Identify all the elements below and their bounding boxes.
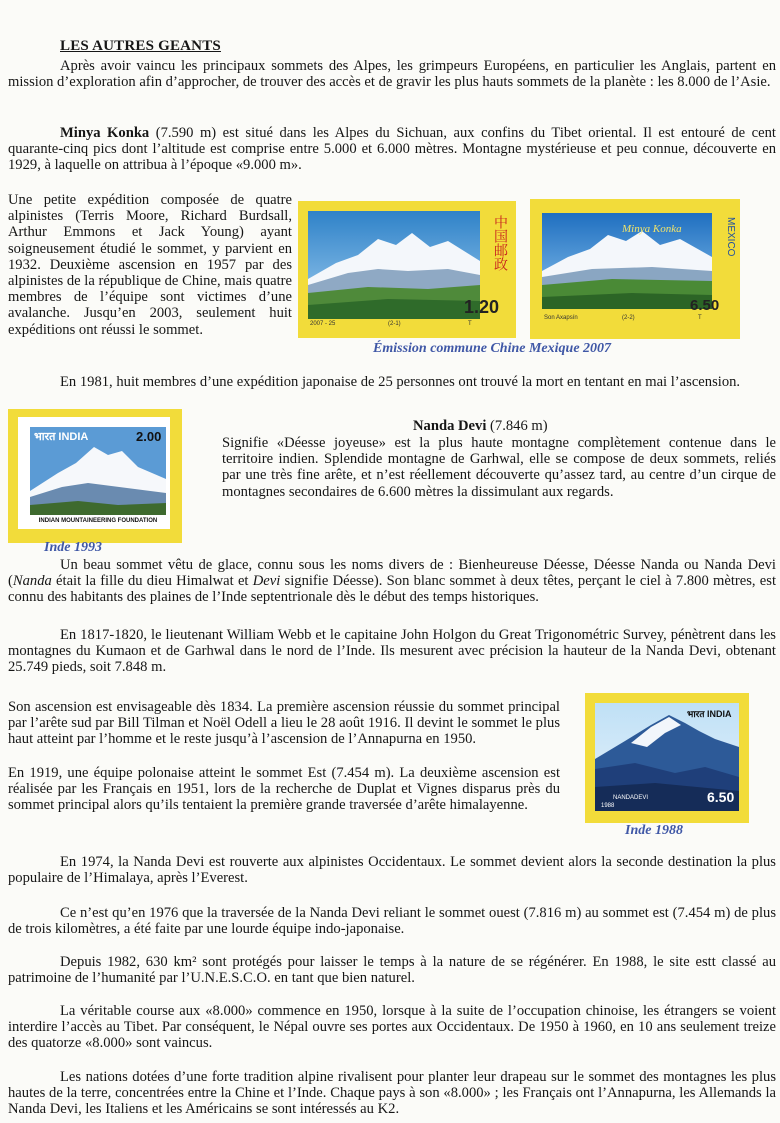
stamp-china-bottom-1: 2007 - 25 bbox=[310, 321, 336, 327]
caption-inde-1988: Inde 1988 bbox=[625, 823, 683, 838]
nanda-devi-name: Nanda Devi bbox=[413, 418, 487, 434]
intro-paragraph: Après avoir vaincu les principaux sommets des Alpes, les grimpeurs Européens, en particulier les Anglais, partent en mission d’exploration afin d’approcher, de trouver des accès et de gravir les plus hauts sommets de la planète : les 8.000 de l’Asie. bbox=[8, 58, 776, 91]
nanda-p2-part-c: signifie Déesse). Son blanc sommet à deux têtes, perçant le ciel à 7.800 mètres, est connu des habitants des plaines de l’Inde septentrionale dès le début des temps historiques. bbox=[8, 573, 776, 606]
race-paragraph-1: La véritable course aux «8.000» commence en 1950, lorsque à la suite de l’occupation chinoise, les étrangers se voient interdire l’accès au Tibet. Par conséquent, le Népal ouvre ses portes aux Occidentaux. De 1950 à 1960, en 10 ans seulement treize des quatorze «8.000» sont vaincus. bbox=[8, 1003, 776, 1052]
stamp-mexico-2007 bbox=[530, 199, 740, 339]
stamp-mexico-value: 6.50 bbox=[690, 297, 720, 314]
stamp-india-1993-frame bbox=[18, 417, 170, 529]
nanda-p2-part-b: était la fille du dieu Himalwat et bbox=[51, 573, 253, 590]
stamp-india-1993 bbox=[8, 409, 182, 543]
minya-konka-text: (7.590 m) est situé dans les Alpes du Sichuan, aux confins du Tibet oriental. Il est entouré de cent quarante-cinq pics dont l’altitude est comprise entre 5.000 et 6.000 mètres. Montagne mystérieuse et peu connue, découverte en 1929, à laquelle on attribua à l’époque «9.000 m». bbox=[8, 125, 776, 174]
nanda-devi-paragraph-5: En 1919, une équipe polonaise atteint le sommet Est (7.454 m). La deuxième ascension est réalisée par les Français en 1951, lors de la recherche de Duplat et Vignes disparus près du sommet principal alors qu’ils tentaient la première grande traversée d’arête himalayenne. bbox=[8, 765, 560, 814]
nanda-devi-paragraph-1: Signifie «Déesse joyeuse» est la plus haute montagne complètement contenue dans le territoire indien. Splendide montagne de Garhwal, elle se compose de deux sommets, reliés par une très fine arête, et n’est réellement découverte qu’assez tard, au centre d’un cirque de montagnes secondaires de 6.600 mètres la dissimulant aux regards. bbox=[222, 435, 776, 500]
japanese-expedition-paragraph: En 1981, huit membres d’une expédition japonaise de 25 personnes ont trouvé la mort en tentant en mai l’ascension. bbox=[60, 374, 741, 390]
stamp-china-country: 中国邮政 bbox=[493, 215, 509, 271]
stamp-china-2007 bbox=[298, 201, 516, 338]
stamp-china-value: 1.20 bbox=[464, 297, 500, 317]
stamp-china-bottom-3: T bbox=[468, 321, 472, 327]
stamp-india-1993-country: भारत INDIA bbox=[34, 431, 89, 443]
stamp-india-1988-picture bbox=[595, 703, 739, 811]
caption-inde-1993: Inde 1993 bbox=[44, 540, 102, 555]
stamp-mexico-bottom-3: T bbox=[698, 315, 702, 321]
stamp-mexico-bottom-1: Son Axapsín bbox=[544, 315, 578, 321]
nanda-devi-paragraph-2 bbox=[8, 557, 776, 606]
stamp-india-1993-label: INDIAN MOUNTAINEERING FOUNDATION bbox=[38, 518, 158, 524]
nanda-devi-paragraph-7: Ce n’est qu’en 1976 que la traversée de la Nanda Devi reliant le sommet ouest (7.816 m) au sommet est (7.454 m) de plus de trois kilomètres, a été faite par une lourde équipe indo-japonaise. bbox=[8, 905, 776, 938]
stamp-china-bottom-2: (2-1) bbox=[388, 321, 401, 327]
nanda-p2-part-a: Un beau sommet vêtu de glace, connu sous les noms divers de : Bienheureuse Déesse, Déesse Nanda ou Nanda Devi ( bbox=[8, 557, 776, 590]
caption-chine-mexique: Émission commune Chine Mexique 2007 bbox=[373, 341, 612, 356]
stamp-india-1988-value: 6.50 bbox=[707, 789, 735, 805]
nanda-p2-devi: Devi bbox=[252, 573, 281, 590]
stamp-mexico-country: MEXICO bbox=[725, 217, 736, 257]
stamp-china-picture bbox=[308, 211, 480, 319]
stamp-mexico-label: Minya Konka bbox=[622, 223, 682, 235]
stamp-india-1988-year: 1988 bbox=[601, 803, 615, 809]
minya-konka-name: Minya Konka bbox=[60, 125, 150, 141]
stamp-india-1993-value: 2.00 bbox=[136, 429, 162, 444]
nanda-devi-paragraph-4: Son ascension est envisageable dès 1834. La première ascension réussie du sommet principal par l’arête sud par Bill Tilman et Noël Odell a lieu le 28 août 1916. Il devint le sommet le plus haut atteint par l’homme et le reste jusqu’à l’ascension de l’Annapurna en 1950. bbox=[8, 699, 560, 748]
race-paragraph-2: Les nations dotées d’une forte tradition alpine rivalisent pour planter leur drapeau sur le sommet des montagnes les plus hautes de la terre, concentrées entre la Chine et l’Inde. Chaque pays à son «8.000» ; les Français ont l’Annapurna, les Allemands la Nanda Devi, les Italiens et les Américains se sont intéressés au K2. bbox=[8, 1069, 776, 1118]
minya-expedition-paragraph: Une petite expédition composée de quatre alpinistes (Terris Moore, Richard Burdsall, Arthur Emmons et Jack Young) ayant soigneusement étudié le sommet, y parvient en 1932. Deuxième ascension en 1957 par des alpinistes de la république de Chine, mais quatre membres de l’équipe sont victimes d’une avalanche. Jusqu’en 2003, seulement huit expéditions ont réussi le sommet. bbox=[8, 192, 292, 338]
nanda-devi-heading bbox=[413, 418, 548, 434]
nanda-devi-paragraph-8: Depuis 1982, 630 km² sont protégés pour laisser le temps à la nature de se régénérer. En 1988, le site estt classé au patrimoine de l’humanité par l’U.N.E.S.C.O. en tant que bien naturel. bbox=[8, 954, 776, 987]
nanda-devi-paragraph-6: En 1974, la Nanda Devi est rouverte aux alpinistes Occidentaux. Le sommet devient alors la seconde destination la plus populaire de l’Himalaya, après l’Everest. bbox=[8, 854, 776, 887]
stamp-india-1988-country: भारत INDIA bbox=[687, 709, 732, 719]
stamp-india-1988-label: NANDADEVI bbox=[613, 795, 649, 801]
nanda-devi-altitude: (7.846 m) bbox=[486, 418, 548, 434]
page-title: LES AUTRES GEANTS bbox=[60, 38, 221, 54]
nanda-devi-paragraph-3: En 1817-1820, le lieutenant William Webb et le capitaine John Holgon du Great Trigonométric Survey, pénètrent dans les montagnes du Kumaon et de Garhwal dans le nord de l’Inde. Ils mesurent avec précision la hauteur de la Nanda Devi, obtenant 25.749 pieds, soit 7.848 m. bbox=[8, 627, 776, 676]
nanda-p2-nanda: Nanda bbox=[12, 573, 52, 590]
minya-konka-paragraph bbox=[8, 125, 776, 174]
stamp-india-1988 bbox=[585, 693, 749, 823]
stamp-mexico-bottom-2: (2-2) bbox=[622, 315, 635, 321]
